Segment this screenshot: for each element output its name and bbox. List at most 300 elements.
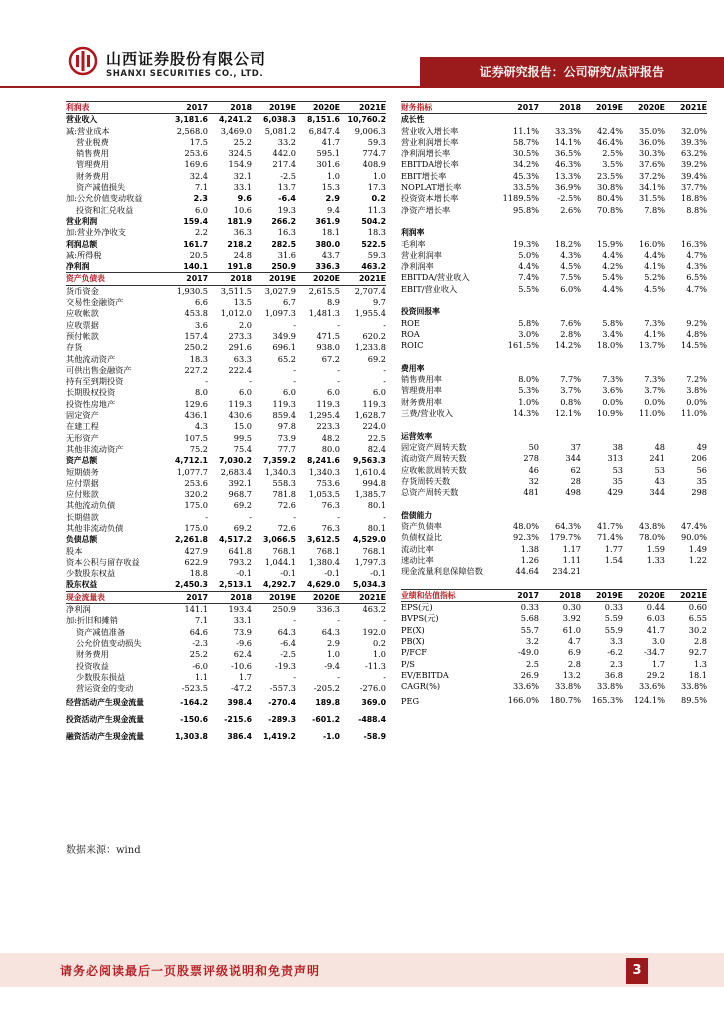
row-label: 长期股权投资 [66,387,116,398]
cell-value: 13.5 [233,297,252,308]
cell-value: 7.3% [644,374,665,385]
cell-value: 6.0 [238,387,252,398]
table-row [401,374,707,385]
table-row [66,489,386,500]
cell-value: 6.0 [326,387,340,398]
cell-value: 76.3 [321,522,340,533]
cell-value: 48.2 [321,432,340,443]
cell-value [623,363,665,374]
cell-value: 278 [523,453,539,464]
cell-value: 0.33 [604,602,623,613]
row-label: ROE [401,317,420,328]
table-row [401,126,707,137]
cell-value: 223.3 [316,421,340,432]
table-row [66,126,386,137]
table-row [66,193,386,204]
cell-value: -6.4 [280,637,296,648]
cell-value: 380.0 [315,239,340,249]
cell-value: - [383,376,386,387]
row-label: 固定资产周转天数 [401,441,467,452]
table-row [401,159,707,170]
table-row [66,216,386,227]
company-logo [68,46,98,76]
cell-value: 80.1 [367,500,386,511]
cell-value: 498 [565,487,581,498]
cell-value: 73.9 [277,432,296,443]
company-name-cn: 山西证券股份有限公司 [106,50,267,68]
row-label: 经营活动产生现金流量 [66,697,144,707]
cell-value: - [293,364,296,375]
cell-value: 92.3% [512,532,539,543]
row-label [401,419,497,430]
cell-value: 522.5 [361,239,386,249]
cell-value: 48 [654,441,665,452]
cell-value: 349.9 [272,330,296,341]
cell-value: 64.6 [189,626,208,637]
cell-value: 18.8% [680,193,707,204]
table-row [66,568,386,579]
cell-value: 4.7% [686,283,707,294]
cell-value: 1,930.5 [176,285,208,296]
cell-value: 3.6 [194,319,208,330]
cell-value: 12.1% [554,408,581,419]
cell-value: -2.3 [192,637,208,648]
table-row [66,627,386,638]
cell-value: - [337,376,340,387]
cell-value: 62 [570,464,581,475]
cell-value: -270.4 [268,698,296,708]
cell-value: 33.3% [554,125,581,136]
table-row [66,239,386,250]
row-label: 营业收入增长率 [401,125,459,136]
cell-value: 11.1% [512,125,539,136]
cell-value: - [249,511,252,522]
cell-value: 0.60 [688,602,707,613]
cell-value: -0.1 [236,568,252,579]
row-label: 费用率 [401,363,425,373]
cell-value: 344 [649,487,665,498]
cell-value: 59.3 [367,249,386,260]
cell-value: 217.4 [272,159,296,170]
row-label: 负债权益比 [401,532,442,543]
cell-value: 33.8% [680,681,707,692]
cell-value [539,216,581,227]
cell-value: - [293,319,296,330]
cell-value: 18.1 [688,669,707,680]
cell-value: 1,053.5 [308,489,340,500]
row-label: 减:所得税 [66,249,102,260]
cell-value: 1,044.1 [264,556,296,567]
row-label: EBITDA增长率 [401,159,459,170]
cell-value: 47.4% [680,520,707,531]
cell-value [497,363,539,374]
cell-value: 3.2 [525,635,539,646]
table-row [401,647,707,658]
table-row [401,532,707,543]
cell-value: 8.9 [326,297,340,308]
cell-value: 6.0 [194,204,208,215]
cell-value [665,498,707,509]
cell-value: 2,707.4 [354,285,386,296]
table-row [66,557,386,568]
cell-value: 1.1 [194,671,208,682]
cell-value: 3.0% [518,328,539,339]
cell-value: 55.9 [604,624,623,635]
table-row [401,510,707,521]
cell-value: 224.0 [362,421,386,432]
cell-value [665,431,707,442]
company-name-en: SHANXI SECURITIES CO., LTD. [106,69,264,79]
row-label: 短期债务 [66,466,99,477]
table-row [66,591,386,603]
row-label: EPS(元) [401,602,433,613]
table-row [401,442,707,453]
cell-value: 3.3 [609,635,623,646]
cell-value: 2.5 [525,658,539,669]
cell-value: 41.7% [596,520,623,531]
table-row [401,193,707,204]
cell-value: 1,295.4 [308,410,340,421]
cell-value: 3,181.6 [174,115,208,125]
cell-value: 50 [528,441,539,452]
row-label: 存货周转天数 [401,475,451,486]
table-row [66,320,386,331]
cell-value: 463.2 [362,604,386,615]
cell-value: 313 [607,453,623,464]
cell-value: 63.2% [680,148,707,159]
cell-value [497,216,539,227]
cell-value: 3,612.5 [306,535,340,545]
cell-value [539,419,581,430]
cell-value: 3.4% [602,328,623,339]
cell-value: 768.1 [272,545,296,556]
row-label: 管理费用 [76,159,109,170]
row-label: 营业利润率 [401,249,442,260]
cell-value: 7.3% [644,317,665,328]
cell-value [623,566,665,577]
cell-value: 1.59 [646,543,665,554]
row-label: 净资产增长率 [401,204,451,215]
cell-value: 4,517.2 [218,535,252,545]
table-row [66,342,386,353]
cell-value: 361.9 [315,216,340,226]
cell-value: 2,615.5 [308,285,340,296]
cell-value: 141.1 [184,604,208,615]
cell-value: 2021E [679,590,707,600]
cell-value: 44.64 [515,566,539,577]
cell-value: 6,038.3 [262,115,296,125]
table-row [401,397,707,408]
cell-value [539,227,581,238]
cell-value: 14.1% [554,136,581,147]
table-row [401,148,707,159]
cell-value: 9.7 [372,297,386,308]
cell-value: 1,419.2 [262,732,296,742]
cell-value [539,577,581,589]
cell-value: 504.2 [361,216,386,226]
cell-value: 193.4 [228,604,252,615]
cell-value: 18.8 [189,568,208,579]
row-label: 业绩和估值指标 [401,590,456,600]
cell-value: 43.7 [321,249,340,260]
cell-value [581,227,623,238]
cell-value: 34.1% [638,182,665,193]
cell-value: 4.7 [567,635,581,646]
cell-value: 3,511.5 [220,285,252,296]
cell-value: 192.0 [362,626,386,637]
row-label: 其他流动负债 [66,500,116,511]
cell-value [665,577,707,589]
cell-value: 2.3 [193,193,208,204]
cell-value: 7.2% [686,374,707,385]
table-row [66,534,386,545]
cell-value: 4.4% [644,249,665,260]
cell-value: 13.2 [562,669,581,680]
cell-value: 641.8 [228,545,252,556]
cell-value: 17.3 [367,182,386,193]
cell-value: 2,261.8 [174,535,208,545]
cell-value [539,114,581,126]
cell-value: 2,683.4 [220,466,252,477]
cell-value: 859.4 [272,410,296,421]
cell-value: 1.54 [604,554,623,565]
cell-value: 124.1% [633,695,665,706]
cell-value: 59.3 [367,136,386,147]
cell-value: 2.9 [325,193,340,204]
cell-value: 33.6% [512,681,539,692]
cell-value [539,431,581,442]
table-row [66,694,386,711]
cell-value: -557.3 [269,683,296,694]
cell-value [665,566,707,577]
cell-value: 189.8 [315,698,340,708]
cell-value: 3.5% [602,159,623,170]
row-label: 销售费用 [76,148,109,159]
table-row [401,137,707,148]
row-label: NOPLAT增长率 [401,182,462,193]
cell-value [581,419,623,430]
cell-value: 1.22 [688,554,707,565]
cell-value: 6,847.4 [308,125,340,136]
row-label: 资产总额 [66,456,98,466]
row-label: EBIT增长率 [401,170,447,181]
cell-value: 4.5% [644,283,665,294]
cell-value [665,419,707,430]
cell-value: 55.7 [520,624,539,635]
cell-value: 1.38 [520,543,539,554]
cell-value: 80.1 [367,522,386,533]
cell-value: 2018 [559,103,581,112]
table-row [401,453,707,464]
cell-value [623,577,665,589]
cell-value: 2.8 [693,635,707,646]
cell-value: 56 [696,464,707,475]
cell-value: 2020E [637,590,665,600]
cell-value: 8,241.6 [306,456,340,466]
cell-value: 19.3 [277,204,296,215]
cell-value: 38 [612,441,623,452]
cell-value: 129.6 [184,398,208,409]
table-row [401,625,707,636]
cell-value: -2.5 [280,649,296,660]
cell-value: - [205,376,208,387]
cell-value: 8.0 [194,387,208,398]
cell-value: 2,513.1 [218,580,252,590]
cell-value: 72.6 [277,522,296,533]
cell-value: 793.2 [228,556,252,567]
cell-value: 5.8% [602,317,623,328]
cell-value: 13.7% [638,340,665,351]
cell-value: 2021E [358,103,386,112]
table-row [66,399,386,410]
cell-value: 968.7 [228,489,252,500]
cell-value: 41.7 [646,624,665,635]
cell-value: 2020E [312,592,340,602]
cell-value: 97.8 [277,421,296,432]
cell-value: 175.0 [184,500,208,511]
cell-value: 18.0% [596,340,623,351]
cell-value: 427.9 [184,545,208,556]
cell-value: 159.4 [183,216,208,226]
table-row [66,148,386,159]
cell-value: 250.9 [271,262,296,272]
cell-value: 2018 [559,590,581,600]
table-row [66,285,386,297]
cell-value [581,114,623,126]
cell-value: 7.5% [560,272,581,283]
cell-value: - [337,511,340,522]
cell-value: 1.77 [604,543,623,554]
cell-value: 61.0 [562,624,581,635]
cell-value: 0.2 [372,637,386,648]
cell-value: 1.26 [520,554,539,565]
row-label: 总资产周转天数 [401,487,459,498]
cell-value: -19.3 [275,660,296,671]
cell-value: 344 [565,453,581,464]
cell-value: 154.9 [228,159,252,170]
row-label: 其他非流动资产 [66,443,124,454]
row-label: 三费/营业收入 [401,408,453,419]
cell-value: -2.5% [557,193,581,204]
table-row [401,602,707,614]
cell-value [623,306,665,317]
cell-value: 2.6% [560,204,581,215]
cell-value: 1.7 [651,658,665,669]
row-label: 投资收益 [76,660,109,671]
row-label [401,352,497,363]
cell-value [665,114,707,126]
cell-value: 179.7% [549,532,581,543]
cell-value: 2019E [268,274,296,284]
row-label: 利润率 [401,228,425,238]
cell-value: 1.0 [372,649,386,660]
table-row [401,465,707,476]
cell-value: -150.6 [180,715,208,725]
cell-value: 64.3 [277,626,296,637]
cell-value: 2017 [517,103,539,112]
cell-value: 595.1 [316,148,340,159]
cell-value: 4.5% [560,261,581,272]
cell-value [581,577,623,589]
cell-value: 429 [607,487,623,498]
cell-value: -6.4 [278,193,296,204]
cell-value: 9.2% [686,317,707,328]
cell-value: 0.30 [562,602,581,613]
cell-value: 222.4 [228,364,252,375]
row-label: 毛利率 [401,238,426,249]
cell-value: 430.6 [228,410,252,421]
cell-value: 768.1 [362,545,386,556]
cell-value: 107.5 [184,432,208,443]
cell-value: -10.6 [231,660,252,671]
table-row [66,421,386,432]
cell-value [581,510,623,521]
row-label: 少数股东损益 [76,671,126,682]
cell-value: 4.7% [686,249,707,260]
cell-value: 5.59 [604,613,623,624]
table-row [401,544,707,555]
table-row [66,159,386,170]
cell-value: 69.2 [233,522,252,533]
cell-value: 5.68 [520,613,539,624]
cell-value: 1.3 [693,658,707,669]
table-row [401,498,707,509]
cell-value: -289.3 [268,715,296,725]
table-row [66,444,386,455]
cell-value: 298 [691,487,707,498]
cell-value: 23.5% [596,170,623,181]
table-row [66,102,386,114]
cell-value: 6.55 [688,613,707,624]
row-label: EBIT/营业收入 [401,283,458,294]
row-label: EBITDA/营业收入 [401,272,470,283]
cell-value: 32.4 [189,170,208,181]
table-row [401,329,707,340]
cell-value: 35.0% [638,125,665,136]
table-row [66,672,386,683]
row-label: 利润总额 [66,239,98,249]
cell-value: -215.6 [224,715,252,725]
row-label: 其他非流动负债 [66,522,124,533]
table-row [66,500,386,511]
cell-value: 0.33 [520,602,539,613]
cell-value: 774.7 [362,148,386,159]
cell-value: 4,241.2 [218,115,252,125]
cell-value: 181.9 [227,216,252,226]
table-row [401,171,707,182]
page-number: 3 [626,958,648,984]
cell-value: 481 [523,487,539,498]
cell-value: 32 [528,475,539,486]
cell-value: 53 [612,464,623,475]
cell-value: 89.5% [680,695,707,706]
cell-value: 15.9% [596,238,623,249]
table-row [401,227,707,238]
cell-value: 46 [528,464,539,475]
cell-value: 5.0% [518,249,539,260]
cell-value: -9.6 [236,637,252,648]
row-label: 投资性房地产 [66,398,116,409]
cell-value: 1,481.3 [308,308,340,319]
row-label: 营业收入 [66,115,98,125]
cell-value: 2021E [358,274,386,284]
cell-value: 2019E [268,592,296,602]
row-label: 在建工程 [66,421,99,432]
cell-value: 36.0% [638,136,665,147]
cell-value: 1,077.7 [176,466,208,477]
cell-value: -58.9 [363,732,386,742]
cell-value: 1,380.4 [308,556,340,567]
